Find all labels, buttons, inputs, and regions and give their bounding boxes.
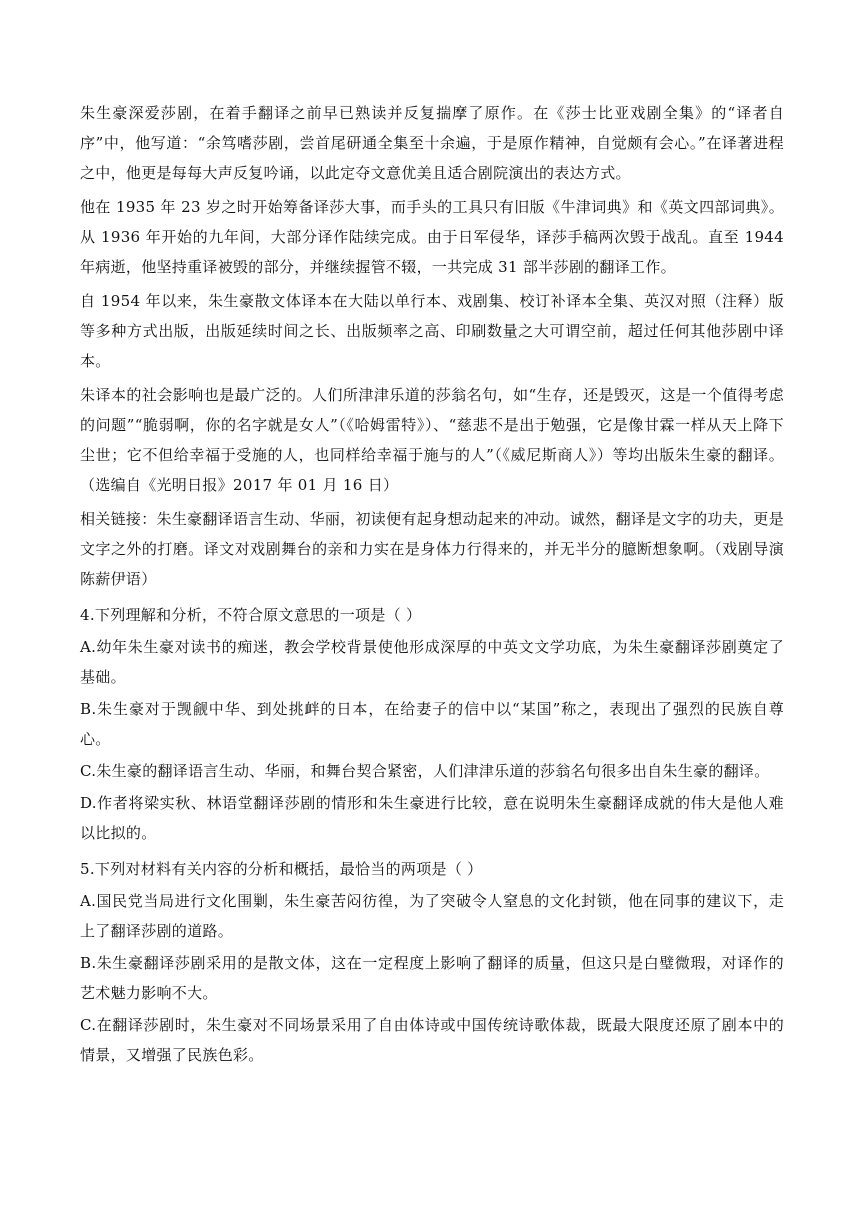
option-a: A.国民党当局进行文化围剿，朱生豪苦闷彷徨，为了突破令人窒息的文化封锁，他在同事的建议下，走上了翻译莎剧的道路。 (80, 892, 784, 940)
question-stem: 5.下列对材料有关内容的分析和概括，最恰当的两项是（ ） (80, 860, 483, 878)
option-a: A.幼年朱生豪对读书的痴迷，教会学校背景使他形成深厚的中英文文学功底，为朱生豪翻译莎剧奠定了基础。 (80, 638, 784, 686)
option-c: C.朱生豪的翻译语言生动、华丽，和舞台契合紧密，人们津津乐道的莎翁名句很多出自朱生豪的翻译。 (80, 762, 770, 780)
article-paragraph-2: 他在 1935 年 23 岁之时开始筹备译莎大事，而手头的工具只有旧版《牛津词典》和《英文四部词典》。从 1936 年开始的九年间，大部分译作陆续完成。由于日军侵华，译莎手稿两次毁于战乱。直至 1944 年病逝，他坚持重译被毁的部分，并继续握管不辍，一共完成 31 部半莎剧的翻译工作。 (80, 198, 784, 276)
option-d: D.作者将梁实秋、林语堂翻译莎剧的情形和朱生豪进行比较，意在说明朱生豪翻译成就的伟大是他人难以比拟的。 (80, 794, 784, 842)
article-paragraph-1: 朱生豪深爱莎剧，在着手翻译之前早已熟读并反复揣摩了原作。在《莎士比亚戏剧全集》的“译者自序”中，他写道：“余笃嗜莎剧，尝首尾研通全集至十余遍，于是原作精神，自觉颇有会心。”在译著进程之中，他更是每每大声反复吟诵，以此定夺文意优美且适合剧院演出的表达方式。 (80, 104, 784, 182)
question-stem: 4.下列理解和分析，不符合原文意思的一项是（ ） (80, 606, 422, 624)
option-b: B.朱生豪对于觊觎中华、到处挑衅的日本，在给妻子的信中以“某国”称之，表现出了强烈的民族自尊心。 (80, 700, 784, 748)
article-paragraph-3: 自 1954 年以来，朱生豪散文体译本在大陆以单行本、戏剧集、校订补译本全集、英汉对照（注释）版等多种方式出版，出版延续时间之长、出版频率之高、印刷数量之大可谓空前，超过任何其他莎剧中译本。 (80, 292, 784, 370)
article-paragraph-4: 朱译本的社会影响也是最广泛的。人们所津津乐道的莎翁名句，如“生存，还是毁灭，这是一个值得考虑的问题”“脆弱啊，你的名字就是女人”（《哈姆雷特》）、“慈悲不是出于勉强，它是像甘霖一样从天上降下尘世；它不但给幸福于受施的人，也同样给幸福于施与的人”（《威尼斯商人》）等均出版朱生豪的翻译。（选编自《光明日报》2017 年 01 月 16 日） (80, 386, 784, 494)
option-c: C.在翻译莎剧时，朱生豪对不同场景采用了自由体诗或中国传统诗歌体裁，既最大限度还原了剧本中的情景，又增强了民族色彩。 (80, 1016, 784, 1064)
related-link-paragraph: 相关链接：朱生豪翻译语言生动、华丽，初读便有起身想动起来的冲动。诚然，翻译是文字的功夫，更是文字之外的打磨。译文对戏剧舞台的亲和力实在是身体力行得来的，并无半分的臆断想象啊。（戏剧导演陈薪伊语） (80, 510, 784, 588)
question-4 (80, 600, 784, 848)
option-b: B.朱生豪翻译莎剧采用的是散文体，这在一定程度上影响了翻译的质量，但这只是白璧微瑕，对译作的艺术魅力影响不大。 (80, 954, 784, 1002)
question-5 (80, 854, 784, 1070)
document-page (80, 98, 784, 1070)
